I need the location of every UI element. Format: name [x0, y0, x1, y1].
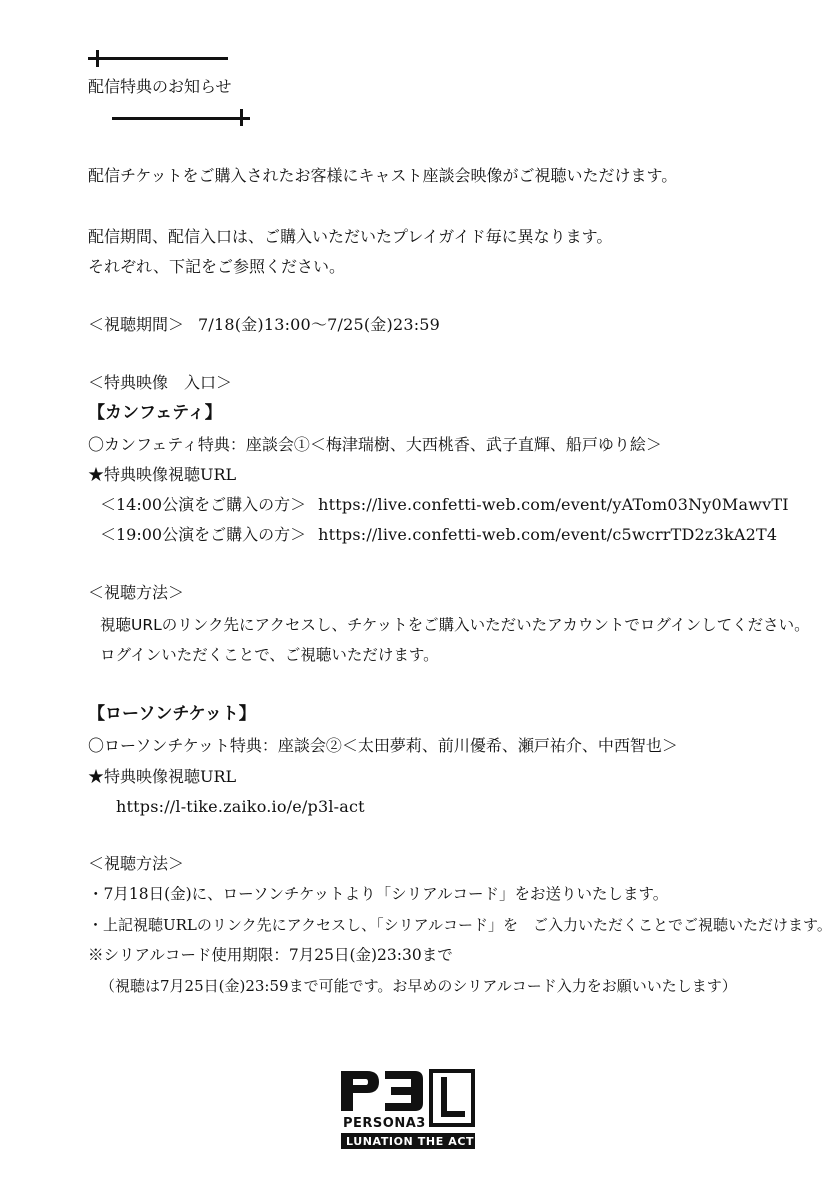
- confetti-method-heading: ＜視聴方法＞: [88, 583, 185, 602]
- lawson-note-1: ※シリアルコード使用期限：7月25日(金)23:30まで: [88, 946, 453, 964]
- confetti-show2: [100, 524, 777, 546]
- intro-line-2: 配信期間、配信入口は、ご購入いただいたプレイガイド毎に異なります。: [88, 227, 613, 246]
- logo-sub-lunation: LUNATION THE ACT: [346, 1135, 475, 1148]
- entrance-heading: ＜特典映像 入口＞: [88, 373, 233, 392]
- logo-sub-persona: PERSONA3: [343, 1116, 426, 1131]
- confetti-show2-link[interactable]: https://live.confetti-web.com/event/c5wcrrTD2z3kA2T4: [318, 525, 778, 544]
- lawson-method-line-2: ・上記視聴URLのリンク先にアクセスし、「シリアルコード」を ご入力いただくことでご視聴いただけます。: [88, 916, 832, 934]
- confetti-bonus: 〇カンフェティ特典：座談会①＜梅津瑞樹、大西桃香、武子直輝、船戸ゆり絵＞: [88, 435, 662, 454]
- confetti-show1-label: ＜14:00公演をご購入の方＞: [100, 495, 307, 514]
- confetti-method-line-1: 視聴URLのリンク先にアクセスし、チケットをご購入いただいたアカウントでログインしてください。: [100, 616, 810, 634]
- confetti-url-heading: ★特典映像視聴URL: [88, 465, 237, 484]
- confetti-show1: [100, 494, 789, 516]
- p3l-logo-graphic: [333, 1067, 479, 1153]
- confetti-heading: 【カンフェティ】: [88, 403, 222, 423]
- intro-line-3: それぞれ、下記をご参照ください。: [88, 257, 345, 276]
- page-title: 配信特典のお知らせ: [88, 77, 232, 96]
- lawson-method-line-1: ・7月18日(金)に、ローソンチケットより「シリアルコード」をお送りいたします。: [88, 885, 669, 903]
- intro-line-1: 配信チケットをご購入されたお客様にキャスト座談会映像がご視聴いただけます。: [88, 166, 678, 185]
- confetti-method-line-2: ログインいただくことで、ご視聴いただけます。: [100, 646, 439, 664]
- viewing-period-value: 7/18(金)13:00～7/25(金)23:59: [198, 315, 441, 334]
- viewing-period-label: ＜視聴期間＞: [88, 315, 185, 334]
- lawson-method-heading: ＜視聴方法＞: [88, 854, 185, 873]
- p3l-logo: [333, 1067, 479, 1153]
- lawson-url-link[interactable]: https://l-tike.zaiko.io/e/p3l-act: [116, 797, 365, 816]
- lawson-url-heading: ★特典映像視聴URL: [88, 767, 237, 786]
- confetti-show2-label: ＜19:00公演をご購入の方＞: [100, 525, 307, 544]
- lawson-bonus: 〇ローソンチケット特典：座談会②＜太田夢莉、前川優希、瀬戸祐介、中西智也＞: [88, 736, 678, 755]
- viewing-period: [88, 314, 440, 336]
- lawson-note-2: （視聴は7月25日(金)23:59まで可能です。お早めのシリアルコード入力をお願いいたします）: [100, 977, 737, 995]
- lawson-heading: 【ローソンチケット】: [88, 704, 256, 724]
- confetti-show1-link[interactable]: https://live.confetti-web.com/event/yATom03Ny0MawvTI: [318, 495, 789, 514]
